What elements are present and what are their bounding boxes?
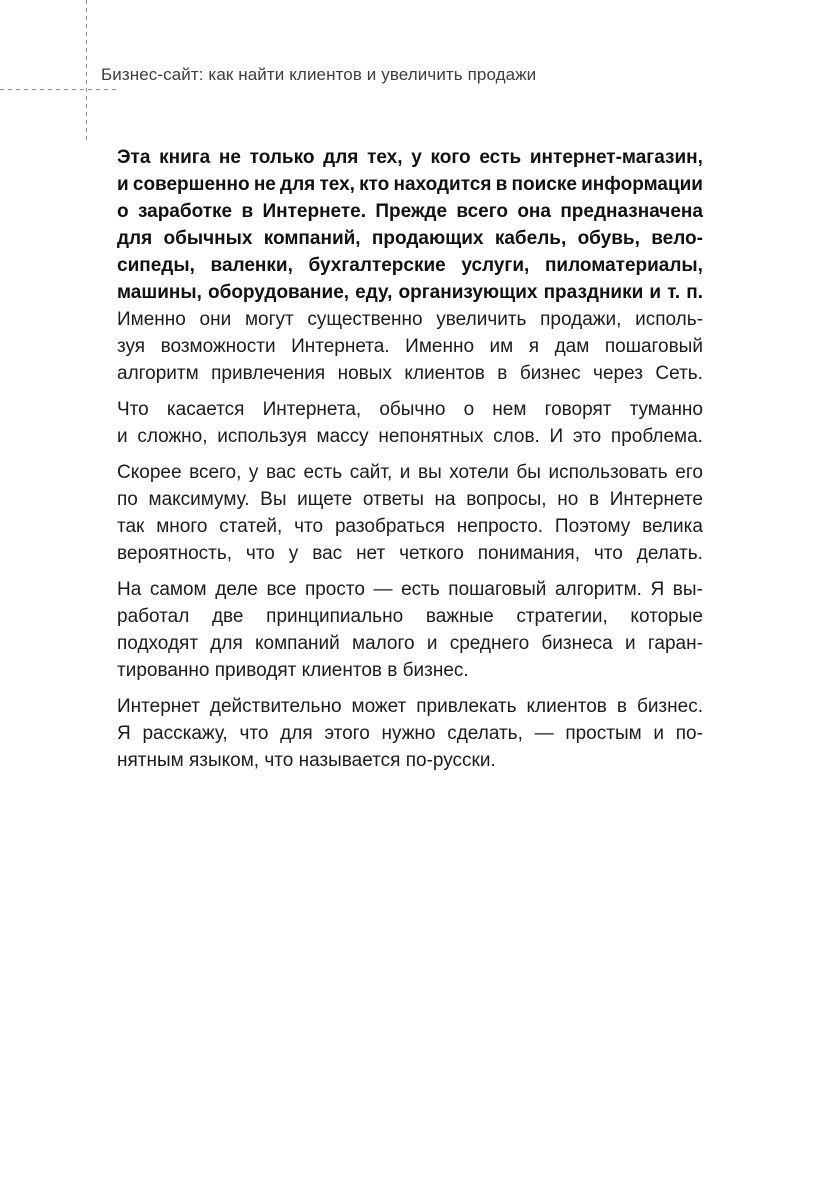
text-line: На самом деле все просто — есть пошаговый алгоритм. Я вы-: [117, 579, 703, 600]
text-line: и сложно, используя массу непонятных слов. И это проблема.: [117, 426, 703, 447]
paragraph: [117, 693, 703, 774]
text-line: тированно приводят клиентов в бизнес.: [117, 660, 469, 681]
text-line: для обычных компаний, продающих кабель, обувь, вело-: [117, 228, 703, 249]
text-line: сипеды, валенки, бухгалтерские услуги, пиломатериалы,: [117, 255, 703, 276]
text-line: Интернет действительно может привлекать клиентов в бизнес.: [117, 696, 703, 717]
paragraph: [117, 459, 703, 567]
text-line: и совершенно не для тех, кто находится в поиске информации: [117, 174, 703, 195]
text-line: вероятность, что у вас нет четкого понимания, что делать.: [117, 543, 703, 564]
text-line: Я расскажу, что для этого нужно сделать, — простым и по-: [117, 723, 703, 744]
page-body: [117, 144, 703, 774]
text-line: алгоритм привлечения новых клиентов в бизнес через Сеть.: [117, 363, 703, 384]
text-line: Эта книга не только для тех, у кого есть интернет-магазин,: [117, 147, 703, 168]
text-line: о заработке в Интернете. Прежде всего она предназначена: [117, 201, 703, 222]
paragraph: [117, 576, 703, 684]
paragraph: [117, 144, 703, 387]
text-line: работал две принципиально важные стратегии, которые: [117, 606, 703, 627]
text-line: Именно они могут существенно увеличить продажи, исполь-: [117, 309, 703, 330]
text-line: Что касается Интернета, обычно о нем говорят туманно: [117, 399, 703, 420]
text-line: нятным языком, что называется по-русски.: [117, 750, 496, 771]
text-line: по максимуму. Вы ищете ответы на вопросы, но в Интернете: [117, 489, 703, 510]
text-line: подходят для компаний малого и среднего бизнеса и гаран-: [117, 633, 703, 654]
text-line: зуя возможности Интернета. Именно им я дам пошаговый: [117, 336, 703, 357]
crop-mark-vertical: [86, 0, 87, 142]
text-line: машины, оборудование, еду, организующих праздники и т. п.: [117, 282, 703, 303]
running-header: Бизнес-сайт: как найти клиентов и увеличить продажи: [101, 65, 537, 84]
crop-mark-horizontal: [0, 89, 117, 90]
text-line: Скорее всего, у вас есть сайт, и вы хотели бы использовать его: [117, 462, 703, 483]
text-line: так много статей, что разобраться непросто. Поэтому велика: [117, 516, 703, 537]
paragraph: [117, 396, 703, 450]
